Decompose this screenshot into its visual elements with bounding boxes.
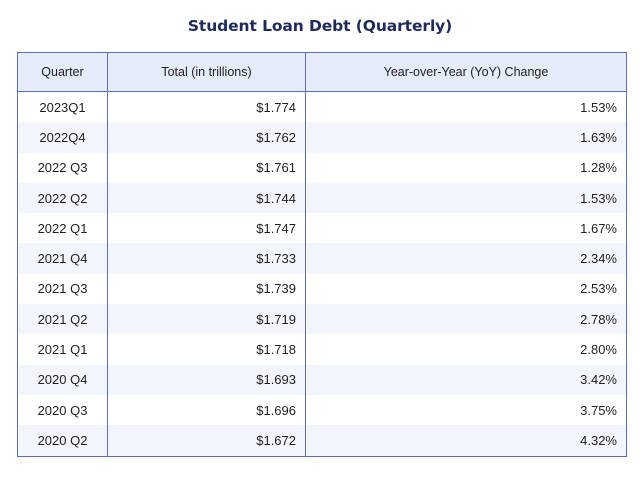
yoy-change-cell: 4.32%: [306, 425, 627, 456]
total-cell: $1.696: [108, 395, 306, 425]
table-body: [18, 92, 627, 457]
yoy-change-cell: 1.63%: [306, 122, 627, 152]
table-row: [18, 274, 627, 304]
total-cell: $1.672: [108, 425, 306, 456]
header-row: [18, 53, 627, 92]
total-cell: $1.733: [108, 243, 306, 273]
table-row: [18, 334, 627, 364]
total-cell: $1.739: [108, 274, 306, 304]
table-row: [18, 153, 627, 183]
quarter-cell: 2022 Q1: [18, 213, 108, 243]
table-row: [18, 365, 627, 395]
quarter-cell: 2021 Q1: [18, 334, 108, 364]
yoy-change-cell: 2.80%: [306, 334, 627, 364]
table-row: [18, 425, 627, 456]
quarter-cell: 2021 Q2: [18, 304, 108, 334]
total-cell: $1.761: [108, 153, 306, 183]
table-row: [18, 122, 627, 152]
quarter-cell: 2020 Q2: [18, 425, 108, 456]
table-row: [18, 183, 627, 213]
column-header-quarter: Quarter: [18, 53, 108, 92]
quarter-cell: 2021 Q4: [18, 243, 108, 273]
total-cell: $1.718: [108, 334, 306, 364]
table-row: [18, 243, 627, 273]
quarter-cell: 2022 Q3: [18, 153, 108, 183]
table-row: [18, 304, 627, 334]
quarter-cell: 2022Q4: [18, 122, 108, 152]
total-cell: $1.762: [108, 122, 306, 152]
quarter-cell: 2023Q1: [18, 92, 108, 123]
quarter-cell: 2021 Q3: [18, 274, 108, 304]
total-cell: $1.744: [108, 183, 306, 213]
total-cell: $1.747: [108, 213, 306, 243]
table-row: [18, 213, 627, 243]
student-loan-debt-table: [17, 52, 627, 457]
table-title: Student Loan Debt (Quarterly): [187, 17, 453, 35]
total-cell: $1.693: [108, 365, 306, 395]
yoy-change-cell: 1.28%: [306, 153, 627, 183]
table-row: [18, 92, 627, 123]
total-cell: $1.774: [108, 92, 306, 123]
yoy-change-cell: 1.53%: [306, 92, 627, 123]
total-cell: $1.719: [108, 304, 306, 334]
yoy-change-cell: 2.53%: [306, 274, 627, 304]
yoy-change-cell: 1.53%: [306, 183, 627, 213]
quarter-cell: 2020 Q4: [18, 365, 108, 395]
yoy-change-cell: 1.67%: [306, 213, 627, 243]
quarter-cell: 2022 Q2: [18, 183, 108, 213]
column-header-total: Total (in trillions): [108, 53, 306, 92]
yoy-change-cell: 2.78%: [306, 304, 627, 334]
yoy-change-cell: 3.42%: [306, 365, 627, 395]
yoy-change-cell: 3.75%: [306, 395, 627, 425]
quarter-cell: 2020 Q3: [18, 395, 108, 425]
column-header-yoy-change: Year-over-Year (YoY) Change: [306, 53, 627, 92]
table-row: [18, 395, 627, 425]
yoy-change-cell: 2.34%: [306, 243, 627, 273]
